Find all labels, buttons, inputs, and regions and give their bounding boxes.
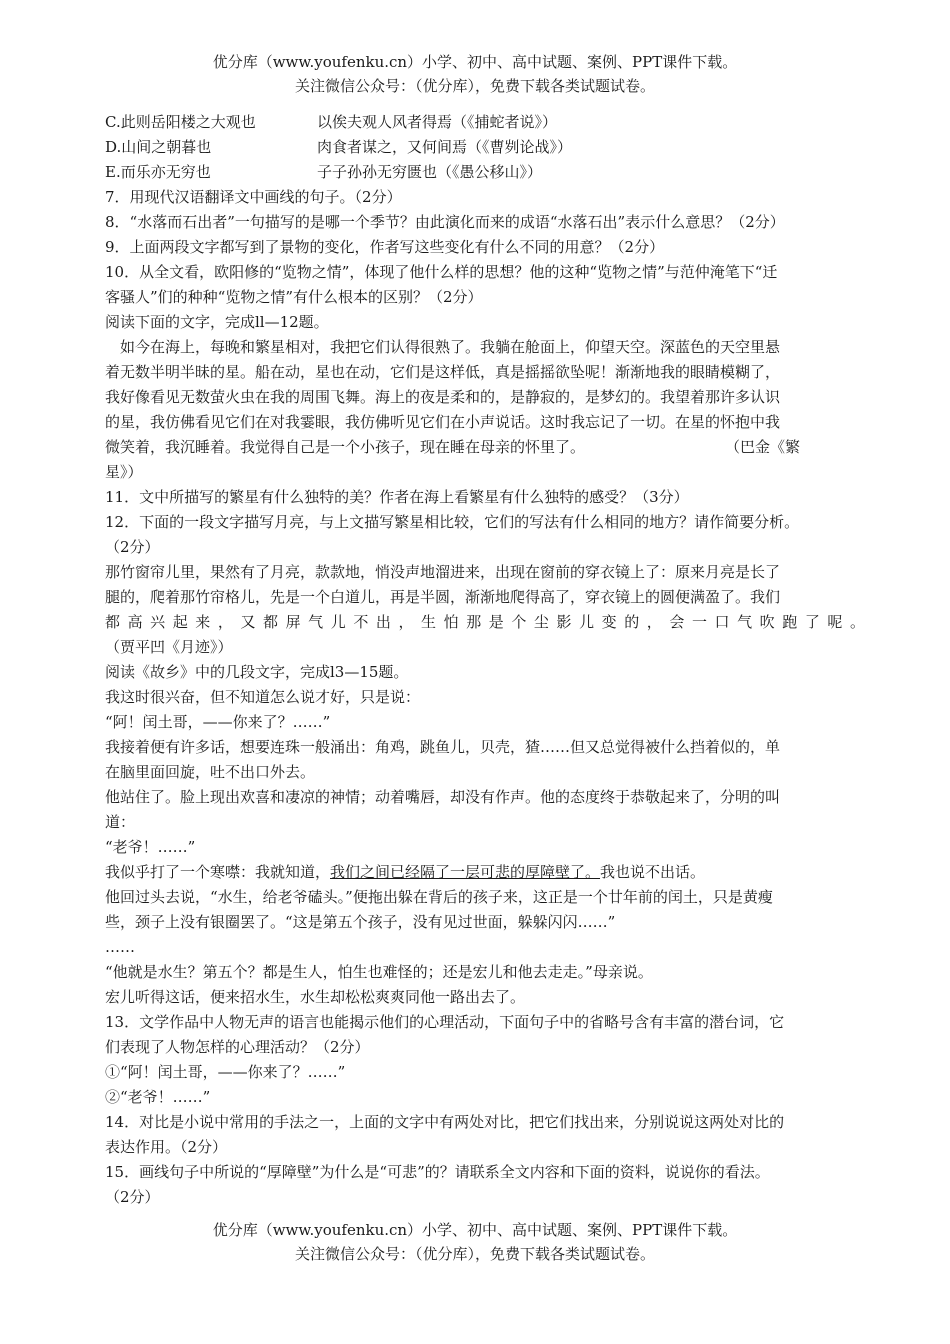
footer-line-2: 关注微信公众号：（优分库），免费下载各类试题试卷。 [294, 1245, 655, 1263]
reading-instruction-2: 阅读《故乡》中的几段文字，完成l3—15题。 [105, 663, 409, 681]
passage-guxiang-line: 他回过头去说，“水生，给老爷磕头。”便拖出躲在背后的孩子来，这正是一个廿年前的闰土，只是黄瘦 [105, 888, 773, 906]
question-10-line-1: 10．从全文看，欧阳修的“览物之情”，体现了他什么样的思想？他的这种“览物之情”与范仲淹笔下“迁 [105, 263, 778, 281]
header-line-2: 关注微信公众号：（优分库），免费下载各类试题试卷。 [294, 77, 655, 95]
reading-instruction-1: 阅读下面的文字，完成ll—12题。 [105, 313, 329, 331]
passage-guxiang-line: 我接着便有许多话，想要连珠一般涌出：角鸡，跳鱼儿，贝壳，猹……但又总觉得被什么挡着似的，单 [105, 738, 781, 756]
question-8: 8．“水落而石出者”一句描写的是哪一个季节？由此演化而来的成语“水落石出”表示什么意思？（2分） [105, 213, 785, 231]
page-footer [0, 1218, 950, 1266]
passage-fanxing-source: （巴金《繁 [725, 438, 801, 456]
passage-yueji-source: （贾平凹《月迹》） [105, 638, 233, 656]
passage-guxiang-line-underlined: 我似乎打了一个寒噤：我就知道，我们之间已经隔了一层可悲的厚障壁了。我也说不出话。 [105, 863, 706, 881]
question-9: 9．上面两段文字都写到了景物的变化，作者写这些变化有什么不同的用意？（2分） [105, 238, 665, 256]
question-10-line-2: 客骚人”们的种种“览物之情”有什么根本的区别？（2分） [105, 288, 483, 306]
question-12-line-1: 12．下面的一段文字描写月亮，与上文描写繁星相比较，它们的写法有什么相同的地方？请作简要分析。 [105, 513, 800, 531]
passage-guxiang-line: 在脑里面回旋，吐不出口外去。 [105, 763, 316, 781]
passage-fanxing-line: 如今在海上，每晚和繁星相对，我把它们认得很熟了。我躺在舱面上，仰望天空。深蓝色的天空里悬 [120, 338, 781, 356]
footer-line-1: 优分库（www.youfenku.cn）小学、初中、高中试题、案例、PPT课件下载。 [212, 1221, 738, 1239]
passage-fanxing-line: 微笑着，我沉睡着。我觉得自己是一个小孩子，现在睡在母亲的怀里了。 （巴金《繁 [105, 438, 801, 456]
passage-guxiang-line: 他站住了。脸上现出欢喜和凄凉的神情；动着嘴唇，却没有作声。他的态度终于恭敬起来了，分明的叫 [105, 788, 781, 806]
question-11: 11．文中所描写的繁星有什么独特的美？作者在海上看繁星有什么独特的感受？（3分） [105, 488, 689, 506]
passage-fanxing-line: 的星，我仿佛看见它们在对我霎眼，我仿佛听见它们在小声说话。这时我忘记了一切。在星的怀抱中我 [105, 413, 781, 431]
question-14-line-2: 表达作用。（2分） [105, 1138, 228, 1156]
passage-guxiang-line: 我这时很兴奋，但不知道怎么说才好，只是说： [105, 688, 421, 706]
question-13-item-1: ①“阿！闰土哥，——你来了？……” [105, 1063, 346, 1081]
passage-fanxing-line: 我好像看见无数萤火虫在我的周围飞舞。海上的夜是柔和的，是静寂的，是梦幻的。我望着那许多认识 [105, 388, 781, 406]
question-7: 7．用现代汉语翻译文中画线的句子。（2分） [105, 188, 402, 206]
page-header [0, 50, 950, 98]
passage-guxiang-line: “阿！闰土哥，——你来了？……” [105, 713, 331, 731]
question-13-line-2: 们表现了人物怎样的心理活动？（2分） [105, 1038, 370, 1056]
question-13-line-1: 13．文学作品中人物无声的语言也能揭示他们的心理活动，下面句子中的省略号含有丰富的潜台词，它 [105, 1013, 785, 1031]
option-d: D.山间之朝暮也 肉食者谋之，又何间焉（《曹刿论战》） [105, 138, 573, 156]
document-body [105, 110, 865, 1210]
passage-guxiang-line: 宏儿听得这话，便来招水生，水生却松松爽爽同他一路出去了。 [105, 988, 526, 1006]
passage-guxiang-line: …… [105, 938, 135, 956]
underlined-sentence: 我们之间已经隔了一层可悲的厚障壁了。 [330, 863, 601, 881]
passage-fanxing-source-end: 星》） [105, 463, 143, 481]
passage-yueji-line: 那竹窗帘儿里，果然有了月亮，款款地，悄没声地溜进来，出现在窗前的穿衣镜上了：原来月亮是长了 [105, 563, 781, 581]
passage-guxiang-line: “老爷！……” [105, 838, 196, 856]
passage-guxiang-line: “他就是水生？第五个？都是生人，怕生也难怪的；还是宏儿和他去走走。”母亲说。 [105, 963, 653, 981]
question-14-line-1: 14．对比是小说中常用的手法之一，上面的文字中有两处对比，把它们找出来，分别说说这两处对比的 [105, 1113, 785, 1131]
passage-fanxing-line: 着无数半明半昧的星。船在动，星也在动，它们是这样低，真是摇摇欲坠呢！渐渐地我的眼睛模糊了， [105, 363, 781, 381]
option-c: C.此则岳阳楼之大观也 以俟夫观人风者得焉（《捕蛇者说》） [105, 113, 558, 131]
header-line-1: 优分库（www.youfenku.cn）小学、初中、高中试题、案例、PPT课件下载。 [212, 53, 738, 71]
passage-guxiang-line: 些，颈子上没有银圈罢了。“这是第五个孩子，没有见过世面，躲躲闪闪……” [105, 913, 616, 931]
passage-guxiang-line: 道： [105, 813, 136, 831]
passage-yueji-line: 都高兴起来，又都屏气儿不出，生怕那是个尘影儿变的，会一口气吹跑了呢。 [105, 613, 865, 631]
question-15-line-1: 15．画线句子中所说的“厚障壁”为什么是“可悲”的？请联系全文内容和下面的资料，说说你的看法。 [105, 1163, 770, 1181]
question-12-line-2: （2分） [105, 538, 160, 556]
passage-yueji-line: 腿的，爬着那竹帘格儿，先是一个白道儿，再是半圆，渐渐地爬得高了，穿衣镜上的圆便满盈了。我们 [105, 588, 781, 606]
option-e: E.而乐亦无穷也 子子孙孙无穷匮也（《愚公移山》） [105, 163, 543, 181]
question-13-item-2: ②“老爷！……” [105, 1088, 211, 1106]
question-15-line-2: （2分） [105, 1188, 160, 1206]
